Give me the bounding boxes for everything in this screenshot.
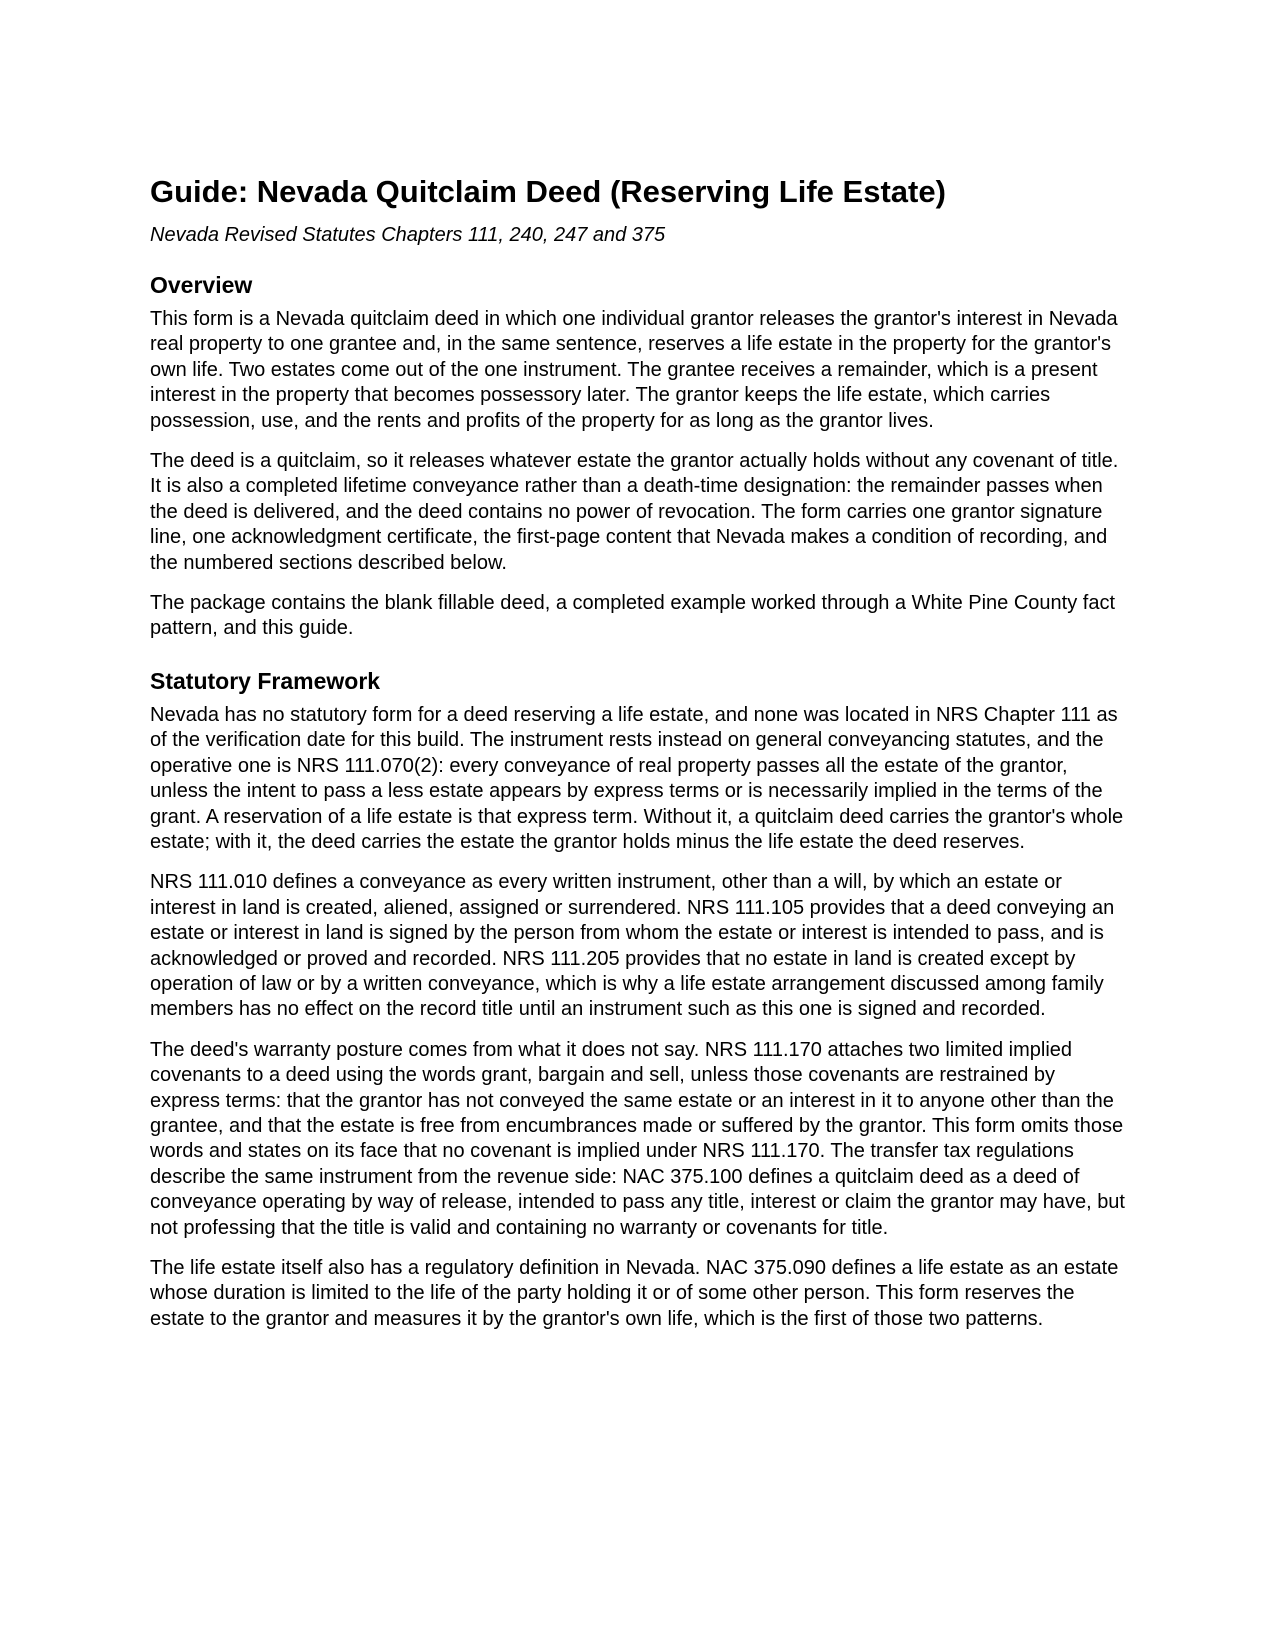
overview-paragraph-2: The deed is a quitclaim, so it releases whatever estate the grantor actually holds without any covenant of title. It is also a completed lifetime conveyance rather than a death-time designation: the remainder passes when the deed is delivered, and the deed contains no power of revocation. The form carries one grantor signature line, one acknowledgment certificate, the first-page content that Nevada makes a condition of recording, and the numbered sections described below. (150, 450, 1119, 574)
section-heading-statutory-framework: Statutory Framework (150, 667, 381, 694)
section-statutory-framework (150, 666, 1130, 1332)
document-page (150, 172, 1130, 1332)
overview-paragraph-3: The package contains the blank fillable deed, a completed example worked through a White Pine County fact pattern, and this guide. (150, 592, 1116, 640)
section-overview (150, 270, 1130, 642)
framework-paragraph-1: Nevada has no statutory form for a deed reserving a life estate, and none was located in NRS Chapter 111 as of the verification date for this build. The instrument rests instead on general conveyancing statutes, and the operative one is NRS 111.070(2): every conveyance of real property passes all the estate of the grantor, unless the intent to pass a less estate appears by express terms or is necessarily implied in the terms of the grant. A reservation of a life estate is that express term. Without it, a quitclaim deed carries the grantor's whole estate; with it, the deed carries the estate the grantor holds minus the life estate the deed reserves. (150, 703, 1124, 853)
framework-paragraph-2: NRS 111.010 defines a conveyance as every written instrument, other than a will, by which an estate or interest in land is created, aliened, assigned or surrendered. NRS 111.105 provides that a deed conveying an estate or interest in land is signed by the person from whom the estate or interest is intended to pass, and is acknowledged or proved and recorded. NRS 111.205 provides that no estate in land is created except by operation of law or by a written conveyance, which is why a life estate arrangement discussed among family members has no effect on the record title until an instrument such as this one is signed and recorded. (150, 871, 1115, 1021)
section-heading-overview: Overview (150, 272, 253, 298)
framework-paragraph-3: The deed's warranty posture comes from what it does not say. NRS 111.170 attaches two limited implied covenants to a deed using the words grant, bargain and sell, unless those covenants are restrained by express terms: that the grantor has not conveyed the same estate or an interest in it to anyone other than the grantee, and that the estate is free from encumbrances made or suffered by the grantor. This form omits those words and states on its face that no covenant is implied under NRS 111.170. The transfer tax regulations describe the same instrument from the revenue side: NAC 375.100 defines a quitclaim deed as a deed of conveyance operating by way of release, intended to pass any title, interest or claim the grantor may have, but not professing that the title is valid and containing no warranty or covenants for title. (150, 1038, 1125, 1239)
framework-paragraph-4: The life estate itself also has a regulatory definition in Nevada. NAC 375.090 defines a life estate as an estate whose duration is limited to the life of the party holding it or of some other person. This form reserves the estate to the grantor and measures it by the grantor's own life, which is the first of those two patterns. (150, 1257, 1119, 1330)
page-subtitle: Nevada Revised Statutes Chapters 111, 240, 247 and 375 (150, 224, 666, 246)
overview-paragraph-1: This form is a Nevada quitclaim deed in which one individual grantor releases the grantor's interest in Nevada real property to one grantee and, in the same sentence, reserves a life estate in the property for the grantor's own life. Two estates come out of the one instrument. The grantee receives a remainder, which is a present interest in the property that becomes possessory later. The grantor keeps the life estate, which carries possession, use, and the rents and profits of the property for as long as the grantor lives. (150, 308, 1118, 432)
page-title: Guide: Nevada Quitclaim Deed (Reserving Life Estate) (150, 174, 946, 209)
